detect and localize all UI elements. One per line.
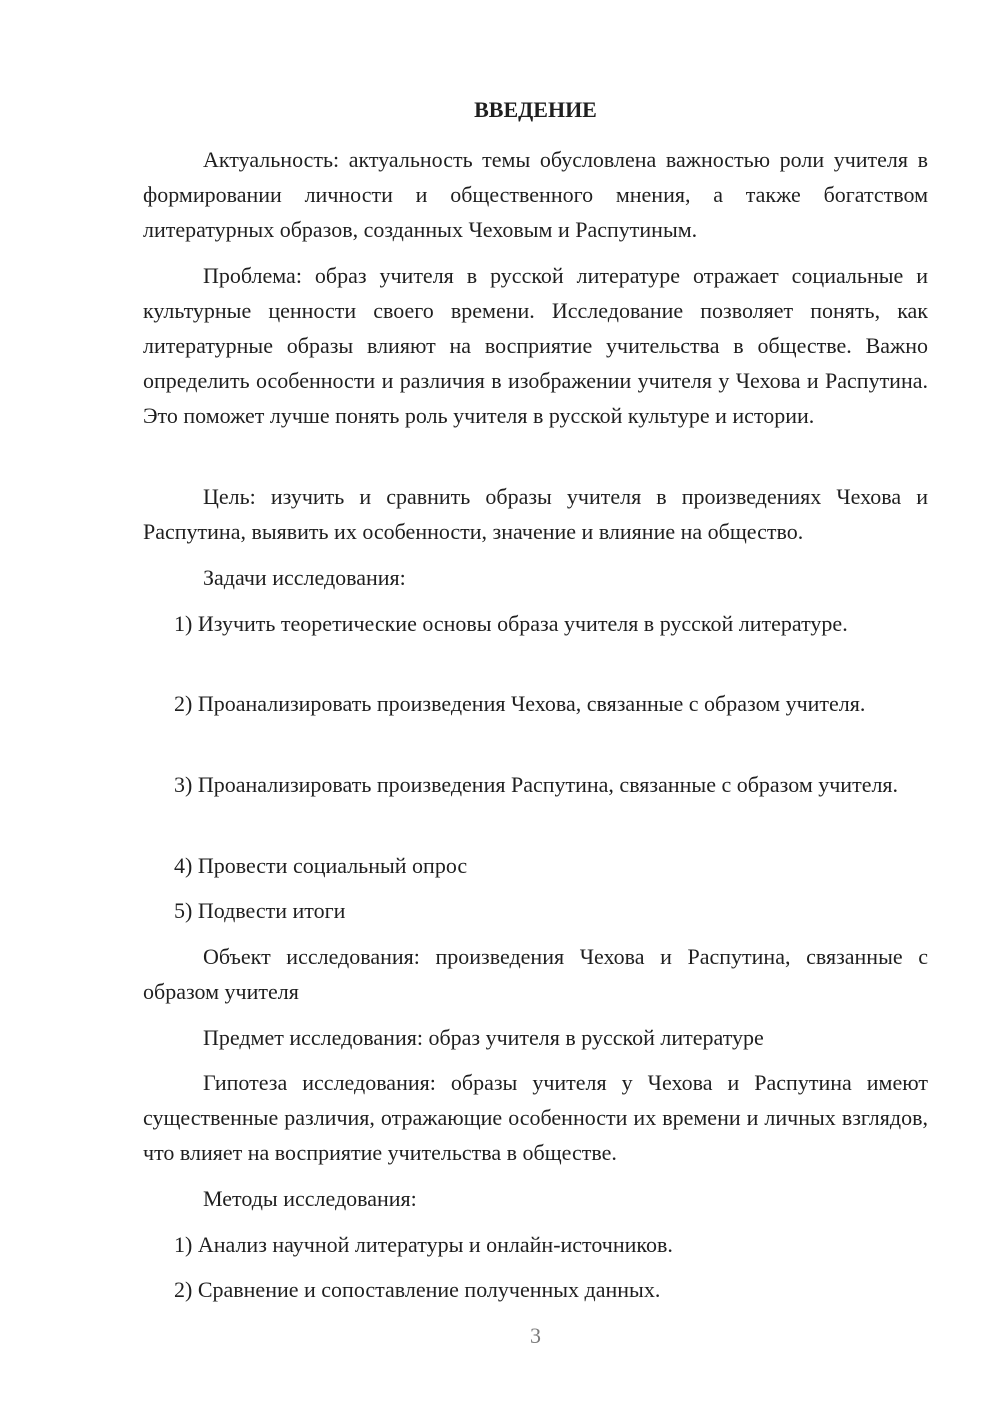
task-item-4: 4) Провести социальный опрос <box>174 853 468 878</box>
method-item-1: 1) Анализ научной литературы и онлайн-источников. <box>174 1232 673 1257</box>
tasks-heading: Задачи исследования: <box>203 565 406 590</box>
page-number: 3 <box>530 1323 541 1348</box>
task-item-2: 2) Проанализировать произведения Чехова, связанные с образом учителя. <box>174 691 866 716</box>
method-item-2: 2) Сравнение и сопоставление полученных данных. <box>174 1277 661 1302</box>
task-item-1: 1) Изучить теоретические основы образа учителя в русской литературе. <box>174 611 848 636</box>
object-paragraph: Объект исследования: произведения Чехова и Распутина, связанные с образом учителя <box>143 944 928 1004</box>
subject-paragraph: Предмет исследования: образ учителя в русской литературе <box>203 1025 764 1050</box>
problem-paragraph: Проблема: образ учителя в русской литературе отражает социальные и культурные ценности своего времени. Исследование позволяет понять, как литературные образы влияют на восприятие учительства в обществе. Важно определить особенности и различия в изображении учителя у Чехова и Распутина. Это поможет лучше понять роль учителя в русской культуре и истории. <box>143 263 928 428</box>
task-item-5: 5) Подвести итоги <box>174 898 346 923</box>
goal-paragraph: Цель: изучить и сравнить образы учителя в произведениях Чехова и Распутина, выявить их особенности, значение и влияние на общество. <box>143 484 928 544</box>
task-item-3: 3) Проанализировать произведения Распутина, связанные с образом учителя. <box>174 772 899 797</box>
page-title: ВВЕДЕНИЕ <box>474 97 597 122</box>
methods-heading: Методы исследования: <box>203 1186 417 1211</box>
relevance-paragraph: Актуальность: актуальность темы обусловлена важностью роли учителя в формировании личности и общественного мнения, а также богатством литературных образов, созданных Чеховым и Распутиным. <box>143 147 928 242</box>
hypothesis-paragraph: Гипотеза исследования: образы учителя у Чехова и Распутина имеют существенные различия, отражающие особенности их времени и личных взглядов, что влияет на восприятие учительства в обществе. <box>143 1070 928 1165</box>
